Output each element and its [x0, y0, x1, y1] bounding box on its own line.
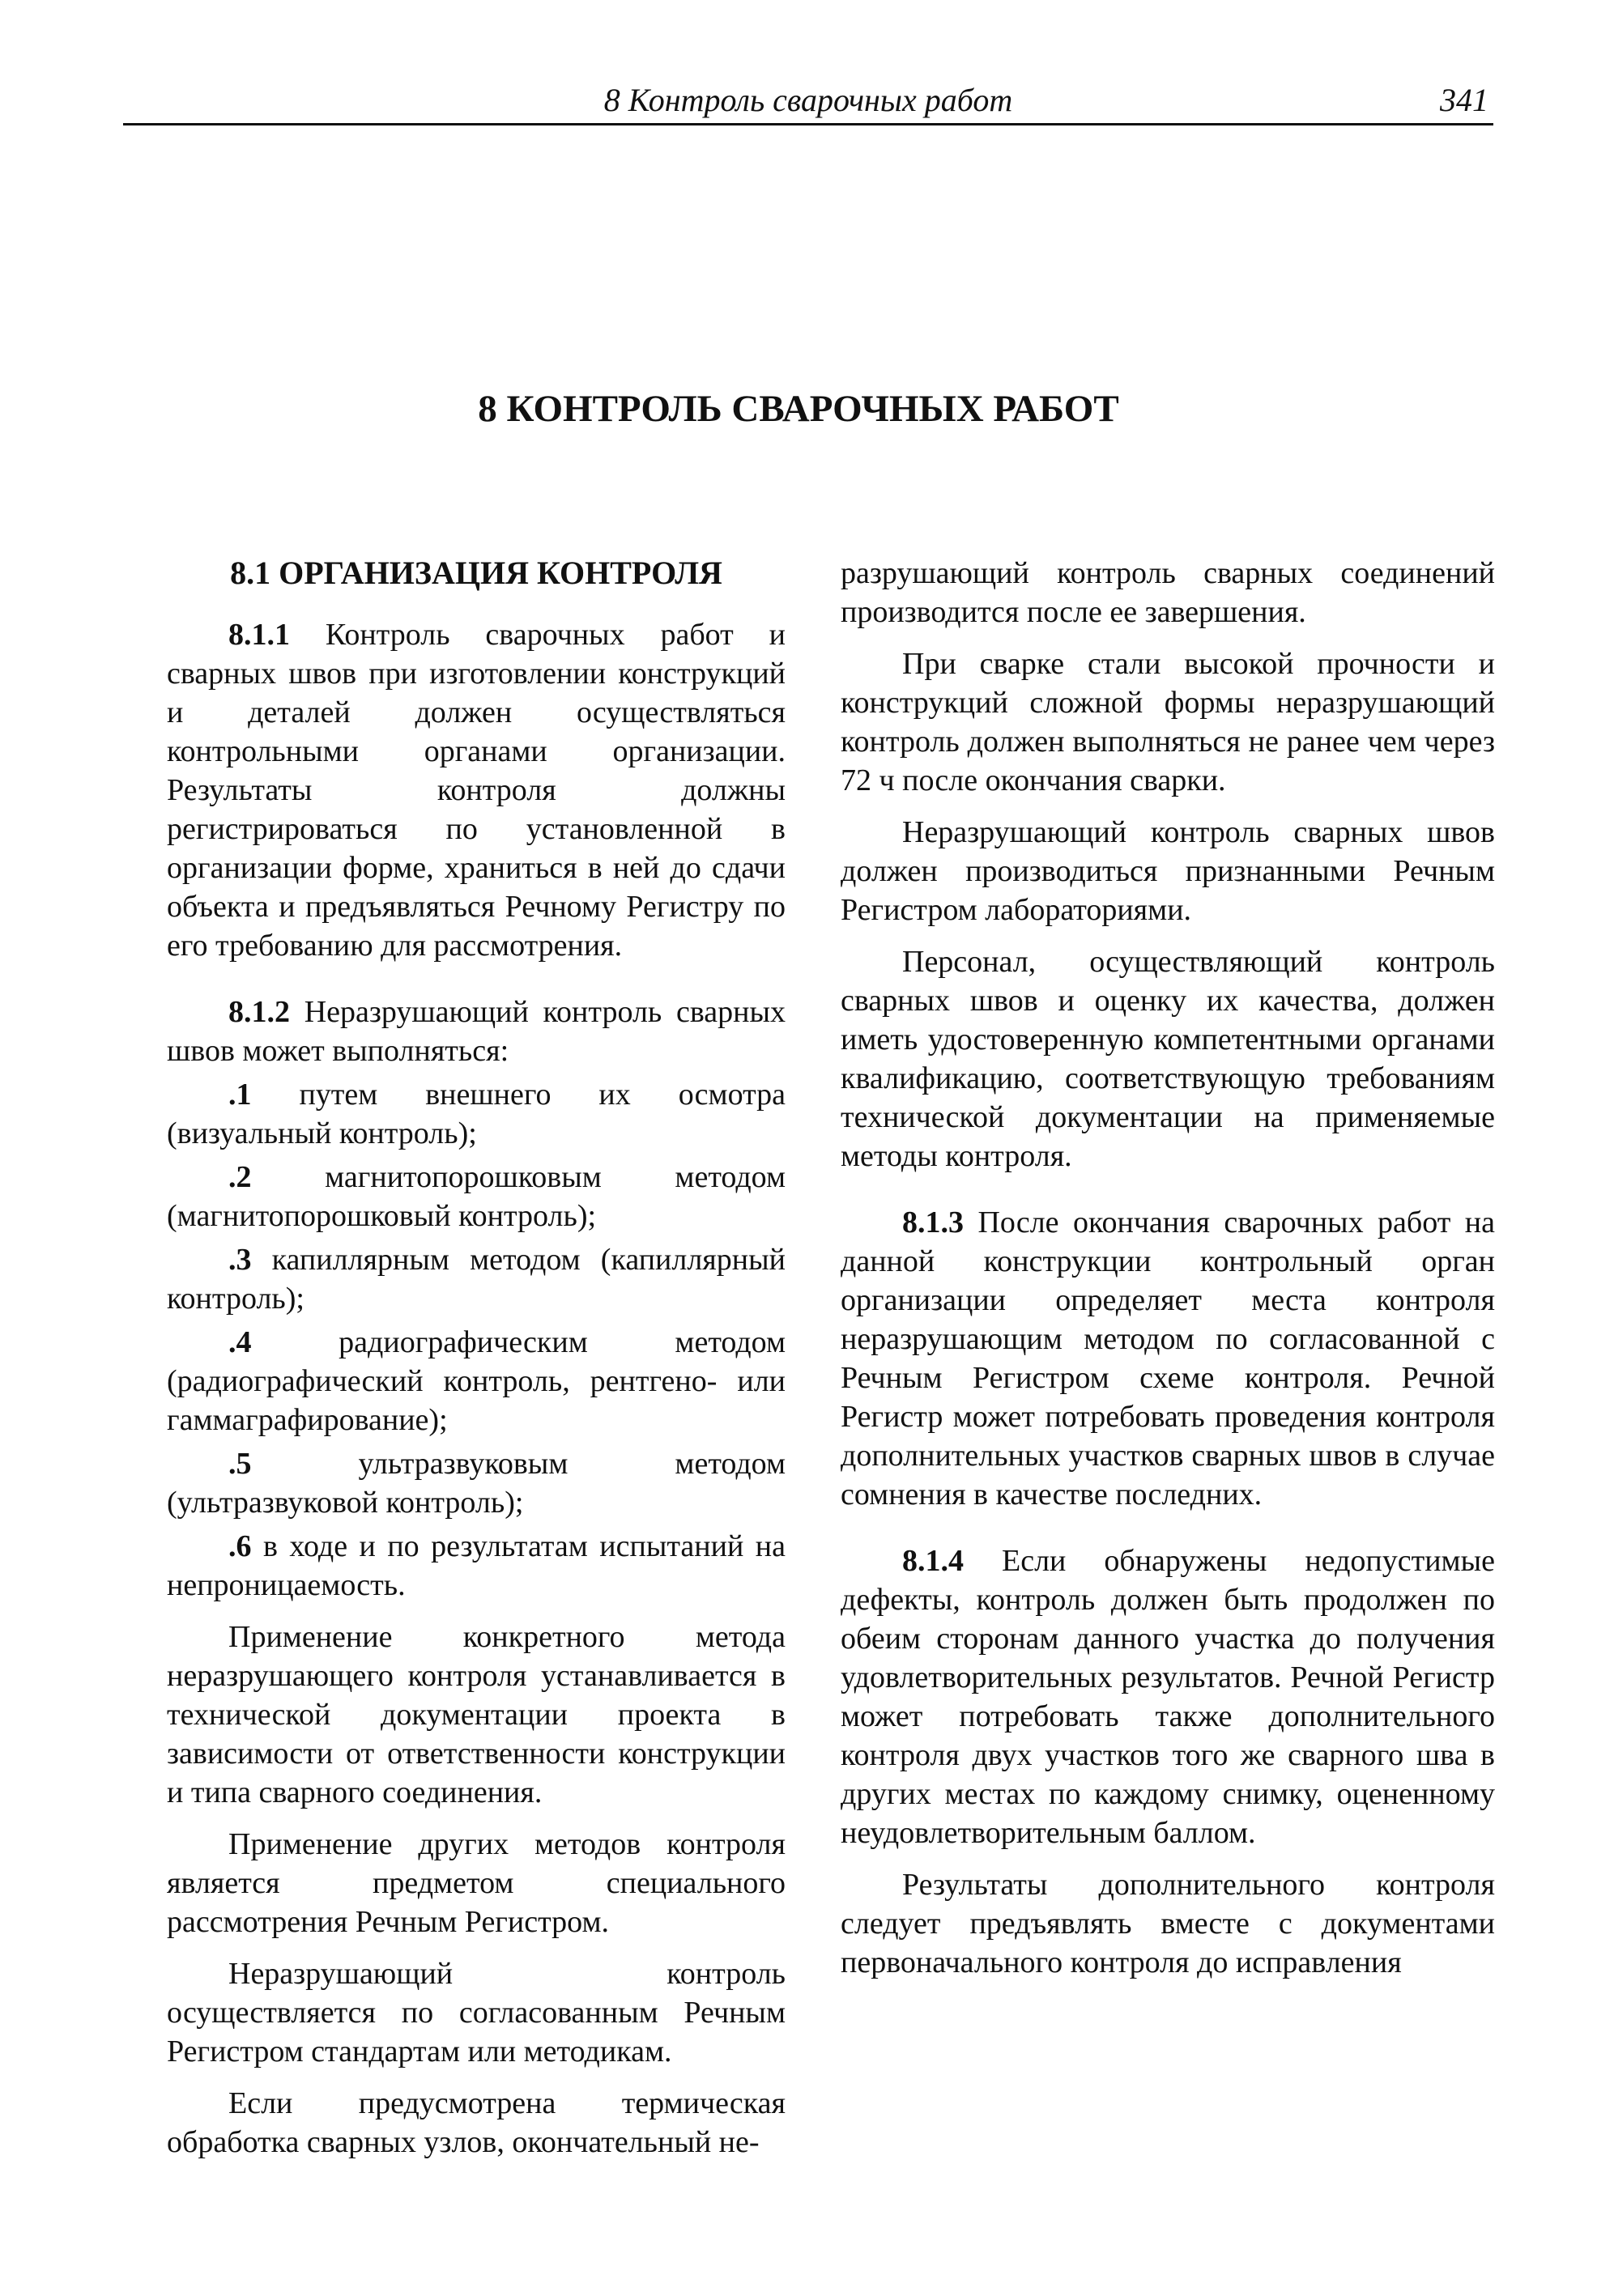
- clause-number: 8.1.3: [902, 1205, 964, 1239]
- paragraph: Применение конкретного метода неразрушающего контроля устанавливается в технической документации проекта в зависимости от ответственности конструкции и типа сварного соединения.: [167, 1620, 786, 1809]
- clause-text: Контроль сварочных работ и сварных швов при изготовлении конструкций и деталей должен осуществляться контрольными органами организации. Результаты контроля должны регистрироваться по установленной в организации форме, храниться в ней до сдачи объекта и предъявляться Речному Регистру по его требованию для рассмотрения.: [167, 618, 786, 963]
- paragraph: Неразрушающий контроль сварных швов должен производиться признанными Речным Регистром лабораториями.: [841, 815, 1495, 927]
- paragraph-8-1-2: [167, 993, 786, 1070]
- clause-text: Неразрушающий контроль сварных швов может выполняться:: [167, 995, 786, 1068]
- list-item: [167, 1323, 786, 1439]
- item-number: .3: [228, 1243, 252, 1277]
- item-text: капиллярным методом (капиллярный контроль);: [167, 1243, 786, 1316]
- paragraph: Неразрушающий контроль осуществляется по согласованным Речным Регистром стандартам или методикам.: [167, 1957, 786, 2069]
- item-text: в ходе и по результатам испытаний на непроницаемость.: [167, 1529, 786, 1602]
- item-number: .2: [228, 1160, 252, 1194]
- left-column: [167, 554, 786, 2175]
- item-number: .5: [228, 1447, 252, 1481]
- clause-text: После окончания сварочных работ на данной конструкции контрольный орган организации определяет места контроля неразрушающим методом по согласованной с Речным Регистром схеме контроля. Речной Регистр может потребовать проведения контроля дополнительных участков сварных швов в случае сомнения в качестве последних.: [841, 1205, 1495, 1512]
- list-item: [167, 1075, 786, 1153]
- clause-number: 8.1.1: [228, 618, 290, 652]
- paragraph-8-1-1: [167, 615, 786, 965]
- list-item: [167, 1527, 786, 1605]
- section-title: 8.1 ОРГАНИЗАЦИЯ КОНТРОЛЯ: [230, 555, 722, 591]
- running-title: 8 Контроль сварочных работ: [603, 82, 1013, 118]
- paragraph: Персонал, осуществляющий контроль сварных швов и оценку их качества, должен иметь удостоверенную компетентными органами квалификацию, соответствующую требованиям технической документации на применяемые методы контроля.: [841, 945, 1495, 1173]
- right-column: [841, 554, 1495, 1995]
- list-item: [167, 1444, 786, 1522]
- list-item: [167, 1158, 786, 1235]
- item-number: .6: [228, 1529, 252, 1563]
- clause-number: 8.1.4: [902, 1544, 964, 1578]
- item-number: .4: [228, 1325, 252, 1359]
- item-text: путем внешнего их осмотра (визуальный контроль);: [167, 1078, 786, 1150]
- item-text: радиографическим методом (радиографический контроль, рентгено- или гаммаграфирование);: [167, 1325, 786, 1437]
- paragraph-8-1-4: [841, 1541, 1495, 1852]
- clause-number: 8.1.2: [228, 995, 290, 1029]
- paragraph-8-1-3: [841, 1203, 1495, 1514]
- paragraph: Результаты дополнительного контроля следует предъявлять вместе с документами первоначального контроля до исправления: [841, 1868, 1495, 1979]
- paragraph: Применение других методов контроля является предметом специального рассмотрения Речным Регистром.: [167, 1827, 786, 1939]
- paragraph: Если предусмотрена термическая обработка сварных узлов, окончательный не-: [167, 2086, 786, 2159]
- paragraph-continued: разрушающий контроль сварных соединений производится после ее завершения.: [841, 556, 1495, 629]
- item-text: ультразвуковым методом (ультразвуковой контроль);: [167, 1447, 786, 1520]
- page-header: [123, 78, 1493, 125]
- list-item: [167, 1240, 786, 1318]
- item-number: .1: [228, 1078, 252, 1112]
- chapter-title: 8 КОНТРОЛЬ СВАРОЧНЫХ РАБОТ: [478, 388, 1119, 430]
- item-text: магнитопорошковым методом (магнитопорошковый контроль);: [167, 1160, 786, 1233]
- paragraph: При сварке стали высокой прочности и конструкций сложной формы неразрушающий контроль должен выполняться не ранее чем через 72 ч после окончания сварки.: [841, 647, 1495, 797]
- clause-text: Если обнаружены недопустимые дефекты, контроль должен быть продолжен по обеим сторонам данного участка до получения удовлетворительных результатов. Речной Регистр может потребовать также дополнительного контроля двух участков того же сварного шва в других местах по каждому снимку, оцененному неудовлетворительным баллом.: [841, 1544, 1495, 1850]
- page-number: 341: [1440, 82, 1488, 118]
